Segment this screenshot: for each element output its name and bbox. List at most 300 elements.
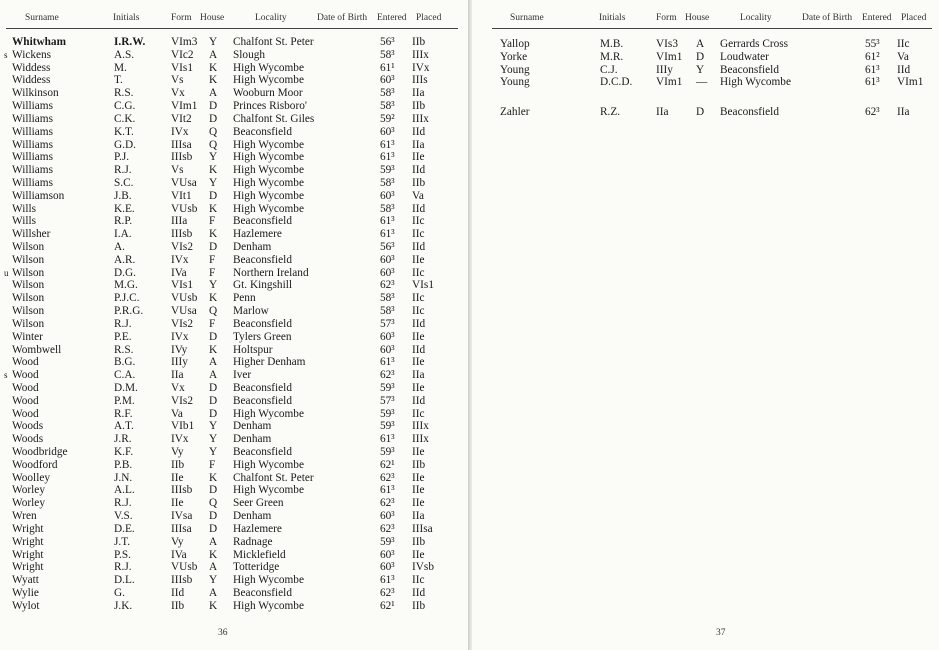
cell-placed: IVx [412, 61, 430, 74]
table-row [0, 241, 468, 254]
cell-house: F [209, 266, 216, 279]
cell-locality: Hazlemere [233, 522, 282, 535]
cell-surname: Wood [12, 381, 39, 394]
table-row [0, 587, 468, 600]
cell-surname: Woods [12, 433, 44, 446]
cell-placed: IIIs [412, 74, 428, 87]
header-initials: Initials [113, 13, 140, 23]
header-rule [6, 28, 458, 29]
header-placed: Placed [416, 13, 442, 23]
cell-form: IIIy [171, 356, 188, 369]
table-row [0, 164, 468, 177]
cell-placed: IIIx [412, 420, 429, 433]
cell-surname: Williams [12, 164, 53, 177]
table-row [0, 87, 468, 100]
cell-house: D [696, 50, 705, 63]
cell-placed: IId [412, 125, 426, 138]
page-number: 36 [218, 628, 228, 638]
cell-placed: IIc [412, 215, 425, 228]
cell-form: VIm3 [171, 36, 198, 48]
cell-mark: s [4, 49, 8, 60]
cell-initials: A.T. [114, 420, 134, 433]
cell-initials: A.S. [114, 48, 135, 61]
cell-house: Y [209, 420, 218, 433]
cell-entered: 61³ [865, 63, 880, 76]
cell-initials: V.S. [114, 510, 133, 523]
cell-entered: 60³ [380, 510, 395, 523]
cell-locality: Beaconsfield [233, 446, 292, 458]
table-row [0, 36, 468, 49]
header-surname: Surname [510, 13, 544, 23]
cell-entered: 58³ [380, 87, 395, 100]
cell-house: — [696, 76, 708, 89]
cell-form: Vs [171, 164, 184, 177]
table-row [0, 484, 468, 497]
table-row [0, 267, 468, 280]
cell-locality: Beaconsfield [720, 106, 779, 119]
cell-initials: R.J. [114, 561, 132, 574]
cell-form: Vy [171, 446, 184, 458]
table-row [0, 305, 468, 318]
cell-placed: IIc [412, 228, 425, 241]
register-table-right [472, 38, 939, 119]
cell-placed: IIb [412, 535, 426, 548]
cell-initials: R.J. [114, 497, 132, 510]
cell-form: Vx [171, 87, 185, 100]
cell-locality: Beaconsfield [233, 125, 292, 138]
cell-placed: IIc [412, 305, 425, 318]
cell-entered: 62³ [380, 586, 395, 599]
cell-form: VUsb [171, 561, 198, 574]
cell-form: IVa [171, 266, 187, 279]
table-row [0, 369, 468, 382]
cell-entered: 60³ [380, 330, 395, 343]
cell-form: IIIsb [171, 151, 193, 164]
cell-entered: 59³ [380, 381, 395, 394]
cell-locality: High Wycombe [233, 574, 304, 587]
cell-form: IVx [171, 253, 189, 266]
header-locality: Locality [740, 13, 772, 23]
table-row [0, 254, 468, 267]
header-surname: Surname [25, 13, 59, 23]
cell-entered: 56³ [380, 241, 395, 253]
cell-entered: 62³ [380, 279, 395, 292]
cell-house: K [209, 228, 218, 241]
cell-house: Q [209, 497, 218, 510]
cell-entered: 61³ [380, 215, 395, 228]
cell-locality: High Wycombe [233, 189, 304, 202]
cell-surname: Wilson [12, 279, 45, 292]
cell-form: IIe [171, 497, 184, 510]
cell-initials: T. [114, 74, 123, 87]
cell-initials: R.J. [114, 164, 132, 177]
cell-surname: Williams [12, 176, 53, 189]
cell-surname: Young [500, 63, 530, 76]
cell-house: Y [209, 446, 218, 458]
cell-surname: Wilson [12, 317, 45, 330]
cell-locality: Marlow [233, 305, 269, 318]
cell-surname: Wright [12, 561, 44, 574]
cell-placed: IIe [412, 356, 425, 369]
header-dob: Date of Birth [802, 13, 853, 23]
cell-entered: 58³ [380, 202, 395, 215]
cell-form: IIIsa [171, 138, 192, 151]
cell-house: A [209, 356, 218, 369]
cell-entered: 58³ [380, 176, 395, 189]
cell-surname: Widdess [12, 61, 51, 74]
cell-house: D [209, 381, 218, 394]
cell-form: VIm1 [171, 100, 198, 113]
table-row [0, 549, 468, 562]
cell-initials: G.D. [114, 138, 136, 151]
cell-form: Vs [171, 74, 184, 87]
cell-locality: Wooburn Moor [233, 87, 303, 100]
table-row [0, 561, 468, 574]
cell-placed: IIIx [412, 48, 429, 61]
cell-placed: IIIsa [412, 522, 433, 535]
cell-form: IVx [171, 330, 189, 343]
cell-surname: Wilson [12, 266, 45, 279]
table-row [0, 356, 468, 369]
header-initials: Initials [599, 13, 626, 23]
table-row [0, 74, 468, 87]
cell-surname: Wyatt [12, 574, 39, 587]
cell-form: IVsa [171, 510, 193, 523]
cell-house: D [209, 189, 218, 202]
cell-locality: Princes Risboro' [233, 100, 307, 113]
cell-locality: Penn [233, 292, 256, 305]
table-row [0, 113, 468, 126]
cell-placed: IIa [412, 510, 425, 523]
cell-surname: Whitwham [12, 36, 66, 48]
header-form: Form [171, 13, 192, 23]
cell-locality: Denham [233, 420, 272, 433]
register-table-left [0, 36, 468, 613]
cell-house: K [209, 343, 218, 356]
cell-initials: K.F. [114, 446, 134, 458]
cell-form: VIs2 [171, 394, 193, 407]
cell-entered: 59² [380, 112, 395, 125]
cell-surname: Young [500, 76, 530, 89]
cell-surname: Willsher [12, 228, 51, 241]
cell-form: VIm1 [656, 50, 683, 63]
cell-house: K [209, 292, 218, 305]
cell-initials: J.R. [114, 433, 132, 446]
cell-placed: IIe [412, 471, 425, 484]
cell-initials: G. [114, 586, 125, 599]
cell-locality: High Wycombe [233, 407, 304, 420]
cell-locality: Beaconsfield [233, 253, 292, 266]
cell-entered: 58³ [380, 48, 395, 61]
cell-locality: High Wycombe [233, 202, 304, 215]
cell-house: Y [209, 574, 218, 587]
cell-surname: Wickens [12, 48, 52, 61]
cell-initials: J.B. [114, 189, 132, 202]
cell-entered: 60³ [380, 561, 395, 574]
cell-placed: IIb [412, 458, 426, 471]
cell-house: F [209, 253, 216, 266]
cell-surname: Worley [12, 484, 45, 497]
table-row [0, 497, 468, 510]
cell-initials: C.G. [114, 100, 136, 113]
cell-form: VIs2 [171, 317, 193, 330]
cell-surname: Williams [12, 100, 53, 113]
cell-surname: Zahler [500, 106, 530, 119]
cell-placed: IIb [412, 176, 426, 189]
cell-house: A [209, 87, 218, 100]
cell-initials: I.R.W. [114, 36, 146, 48]
cell-initials: D.G. [114, 266, 136, 279]
cell-locality: Denham [233, 510, 272, 523]
cell-locality: Higher Denham [233, 356, 306, 369]
cell-placed: IId [412, 394, 426, 407]
right-page [472, 0, 939, 650]
cell-locality: Totteridge [233, 561, 280, 574]
cell-locality: Denham [233, 241, 272, 253]
cell-house: Y [209, 36, 218, 48]
table-row [0, 228, 468, 241]
cell-placed: Va [897, 50, 909, 63]
cell-surname: Williams [12, 112, 53, 125]
cell-locality: Chalfont St. Peter [233, 471, 314, 484]
table-row [0, 62, 468, 75]
cell-house: A [209, 586, 218, 599]
cell-initials: K.T. [114, 125, 134, 138]
cell-initials: R.F. [114, 407, 133, 420]
cell-initials: J.T. [114, 535, 131, 548]
cell-form: IIIsb [171, 228, 193, 241]
cell-house: Y [209, 433, 218, 446]
table-row [0, 395, 468, 408]
cell-house: Q [209, 125, 218, 138]
cell-form: IIb [171, 458, 185, 471]
cell-placed: IId [897, 63, 911, 76]
cell-placed: IIa [412, 87, 425, 100]
cell-form: VUsb [171, 202, 198, 215]
cell-surname: Yorke [500, 50, 528, 63]
cell-initials: P.R.G. [114, 305, 144, 318]
cell-locality: High Wycombe [233, 61, 304, 74]
cell-locality: High Wycombe [233, 164, 304, 177]
table-row [0, 344, 468, 357]
cell-entered: 60³ [380, 343, 395, 356]
cell-house: Y [696, 63, 705, 76]
cell-locality: Beaconsfield [233, 394, 292, 407]
table-row [0, 382, 468, 395]
cell-form: VIs1 [171, 61, 193, 74]
cell-surname: Williams [12, 138, 53, 151]
cell-initials: P.S. [114, 548, 131, 561]
cell-form: VUsa [171, 176, 197, 189]
cell-placed: Va [412, 189, 424, 202]
cell-locality: High Wycombe [233, 138, 304, 151]
cell-placed: IId [412, 343, 426, 356]
cell-locality: High Wycombe [233, 176, 304, 189]
table-row [0, 574, 468, 587]
table-row [0, 536, 468, 549]
cell-initials: M. [114, 61, 127, 74]
cell-locality: Chalfont St. Giles [233, 112, 315, 125]
table-row [0, 100, 468, 113]
cell-entered: 60³ [380, 548, 395, 561]
table-row [0, 49, 468, 62]
cell-locality: High Wycombe [720, 76, 791, 89]
cell-entered: 62¹ [380, 458, 395, 471]
cell-initials: J.N. [114, 471, 133, 484]
cell-locality: Beaconsfield [233, 215, 292, 228]
header-house: House [685, 13, 710, 23]
cell-entered: 62³ [380, 522, 395, 535]
cell-form: IVa [171, 548, 187, 561]
cell-initials: S.C. [114, 176, 134, 189]
cell-entered: 57³ [380, 394, 395, 407]
cell-placed: IIe [412, 381, 425, 394]
cell-house: Q [209, 138, 218, 151]
cell-entered: 61² [865, 50, 880, 63]
cell-form: IIb [171, 599, 185, 612]
cell-surname: Williams [12, 125, 53, 138]
cell-locality: Tylers Green [233, 330, 292, 343]
cell-entered: 61³ [380, 138, 395, 151]
cell-initials: A.L. [114, 484, 135, 497]
cell-placed: IId [412, 202, 426, 215]
cell-surname: Wright [12, 522, 44, 535]
cell-entered: 59³ [380, 535, 395, 548]
cell-locality: Beaconsfield [233, 381, 292, 394]
cell-placed: IIc [897, 38, 910, 50]
cell-placed: IIc [412, 292, 425, 305]
table-row [0, 203, 468, 216]
cell-initials: C.J. [600, 63, 618, 76]
cell-initials: P.E. [114, 330, 132, 343]
cell-entered: 62³ [380, 497, 395, 510]
cell-entered: 59³ [380, 407, 395, 420]
cell-initials: D.M. [114, 381, 138, 394]
cell-entered: 55³ [865, 38, 880, 50]
cell-surname: Wood [12, 394, 39, 407]
cell-surname: Williamson [12, 189, 65, 202]
cell-placed: IIe [412, 330, 425, 343]
cell-placed: IIc [412, 407, 425, 420]
cell-locality: Gerrards Cross [720, 38, 789, 50]
table-row [472, 38, 939, 51]
table-row [0, 279, 468, 292]
cell-form: VIc2 [171, 48, 194, 61]
cell-house: K [209, 471, 218, 484]
cell-surname: Wilson [12, 305, 45, 318]
cell-form: IIIsb [171, 574, 193, 587]
cell-form: IVy [171, 343, 188, 356]
cell-house: K [209, 202, 218, 215]
table-row [0, 420, 468, 433]
cell-entered: 61³ [380, 484, 395, 497]
cell-locality: Holtspur [233, 343, 273, 356]
cell-locality: Radnage [233, 535, 273, 548]
cell-form: VIs3 [656, 38, 678, 50]
cell-placed: IIa [412, 369, 425, 382]
cell-form: IIIsa [171, 522, 192, 535]
cell-initials: R.S. [114, 343, 134, 356]
cell-form: VIb1 [171, 420, 195, 433]
cell-placed: IIe [412, 497, 425, 510]
cell-form: VIt2 [171, 112, 192, 125]
cell-initials: C.A. [114, 369, 136, 382]
cell-entered: 60³ [380, 266, 395, 279]
table-row [0, 510, 468, 523]
cell-placed: IIe [412, 446, 425, 458]
header-dob: Date of Birth [317, 13, 368, 23]
table-row [0, 446, 468, 459]
cell-house: Y [209, 279, 218, 292]
cell-initials: M.R. [600, 50, 624, 63]
table-row [0, 126, 468, 139]
cell-locality: Hazlemere [233, 228, 282, 241]
cell-house: D [209, 407, 218, 420]
header-locality: Locality [255, 13, 287, 23]
table-row [472, 51, 939, 64]
cell-mark: s [4, 370, 8, 381]
cell-form: IIa [656, 106, 669, 119]
left-page [0, 0, 469, 650]
cell-house: Y [209, 151, 218, 164]
cell-placed: IIc [412, 574, 425, 587]
cell-entered: 59³ [380, 446, 395, 458]
cell-house: D [209, 510, 218, 523]
section-gap [472, 89, 939, 106]
cell-entered: 62³ [380, 471, 395, 484]
cell-placed: IIIx [412, 112, 429, 125]
cell-surname: Wright [12, 535, 44, 548]
column-headers [0, 13, 468, 27]
cell-placed: IId [412, 241, 426, 253]
cell-initials: P.B. [114, 458, 133, 471]
cell-locality: Iver [233, 369, 252, 382]
cell-surname: Wood [12, 369, 39, 382]
header-entered: Entered [862, 13, 892, 23]
cell-locality: Seer Green [233, 497, 284, 510]
cell-initials: P.M. [114, 394, 135, 407]
table-row [0, 600, 468, 613]
cell-form: VUsa [171, 305, 197, 318]
table-row [0, 215, 468, 228]
cell-entered: 60³ [380, 74, 395, 87]
cell-initials: D.E. [114, 522, 135, 535]
cell-placed: IIb [412, 599, 426, 612]
cell-locality: High Wycombe [233, 74, 304, 87]
cell-surname: Woods [12, 420, 44, 433]
table-row [0, 523, 468, 536]
cell-placed: IIa [897, 106, 910, 119]
cell-mark: u [4, 267, 9, 278]
cell-surname: Woodford [12, 458, 58, 471]
cell-entered: 61³ [380, 574, 395, 587]
cell-locality: Gt. Kingshill [233, 279, 292, 292]
cell-initials: R.J. [114, 317, 132, 330]
cell-form: Vx [171, 381, 185, 394]
cell-surname: Yallop [500, 38, 530, 50]
cell-placed: IVsb [412, 561, 434, 574]
cell-entered: 57³ [380, 317, 395, 330]
cell-house: F [209, 215, 216, 228]
cell-surname: Wombwell [12, 343, 62, 356]
cell-locality: High Wycombe [233, 151, 304, 164]
cell-surname: Williams [12, 151, 53, 164]
cell-entered: 60³ [380, 189, 395, 202]
table-row [0, 177, 468, 190]
cell-form: IIIa [171, 215, 188, 228]
cell-house: D [209, 112, 218, 125]
cell-surname: Wylie [12, 586, 39, 599]
